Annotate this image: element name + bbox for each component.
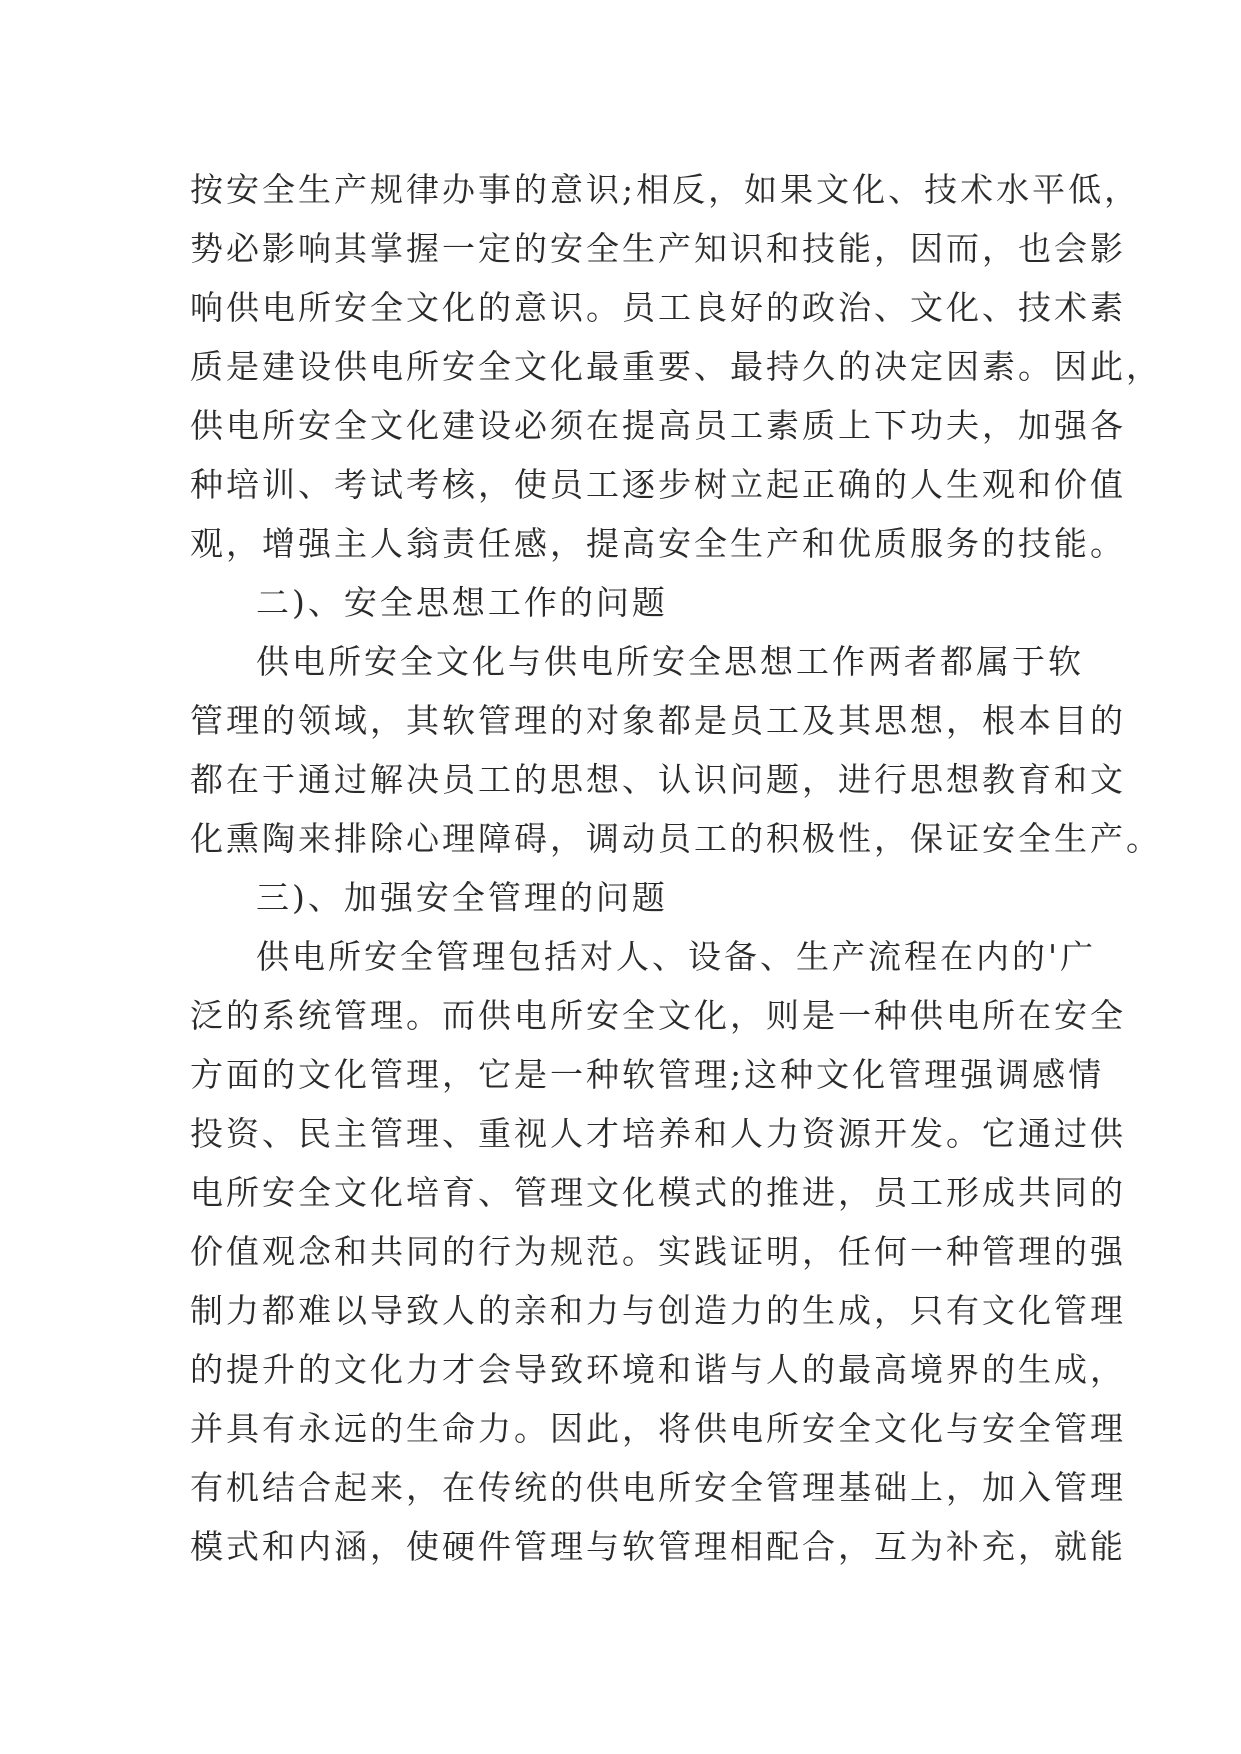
text-line: 化熏陶来排除心理障碍，调动员工的积极性，保证安全生产。 — [190, 819, 1162, 858]
text-line: 电所安全文化培育、管理文化模式的推进，员工形成共同的 — [190, 1173, 1126, 1212]
text-line: 势必影响其掌握一定的安全生产知识和技能，因而，也会影 — [190, 229, 1126, 268]
text-line: 种培训、考试考核，使员工逐步树立起正确的人生观和价值 — [190, 465, 1126, 504]
document-body — [190, 160, 1162, 1576]
text-line: 供电所安全文化建设必须在提高员工素质上下功夫，加强各 — [190, 406, 1126, 445]
text-line: 泛的系统管理。而供电所安全文化，则是一种供电所在安全 — [190, 996, 1126, 1035]
text-line: 按安全生产规律办事的意识;相反，如果文化、技术水平低， — [190, 170, 1141, 209]
text-line: 质是建设供电所安全文化最重要、最持久的决定因素。因此， — [190, 347, 1162, 386]
text-line: 投资、民主管理、重视人才培养和人力资源开发。它通过供 — [190, 1114, 1126, 1153]
text-line: 管理的领域，其软管理的对象都是员工及其思想，根本目的 — [190, 701, 1126, 740]
text-line: 价值观念和共同的行为规范。实践证明，任何一种管理的强 — [190, 1232, 1126, 1271]
text-line: 观，增强主人翁责任感，提高安全生产和优质服务的技能。 — [190, 524, 1126, 563]
text-line: 并具有永远的生命力。因此，将供电所安全文化与安全管理 — [190, 1409, 1126, 1448]
paragraph-p3 — [190, 927, 1126, 1576]
section-heading-3 — [190, 868, 1060, 927]
text-line: 模式和内涵，使硬件管理与软管理相配合，互为补充，就能 — [190, 1527, 1126, 1566]
paragraph-p2 — [190, 632, 1162, 868]
text-line: 的提升的文化力才会导致环境和谐与人的最高境界的生成， — [190, 1350, 1126, 1389]
text-line: 方面的文化管理，它是一种软管理;这种文化管理强调感情 — [190, 1055, 1105, 1094]
heading-line: 三)、加强安全管理的问题 — [256, 878, 668, 917]
text-line: 供电所安全管理包括对人、设备、生产流程在内的'广 — [256, 937, 1097, 976]
heading-line: 二)、安全思想工作的问题 — [256, 583, 668, 622]
section-heading-2 — [190, 573, 1060, 632]
text-line: 供电所安全文化与供电所安全思想工作两者都属于软 — [256, 642, 1084, 681]
paragraph-p1 — [190, 160, 1162, 573]
text-line: 都在于通过解决员工的思想、认识问题，进行思想教育和文 — [190, 760, 1126, 799]
text-line: 响供电所安全文化的意识。员工良好的政治、文化、技术素 — [190, 288, 1126, 327]
text-line: 制力都难以导致人的亲和力与创造力的生成，只有文化管理 — [190, 1291, 1126, 1330]
text-line: 有机结合起来，在传统的供电所安全管理基础上，加入管理 — [190, 1468, 1126, 1507]
